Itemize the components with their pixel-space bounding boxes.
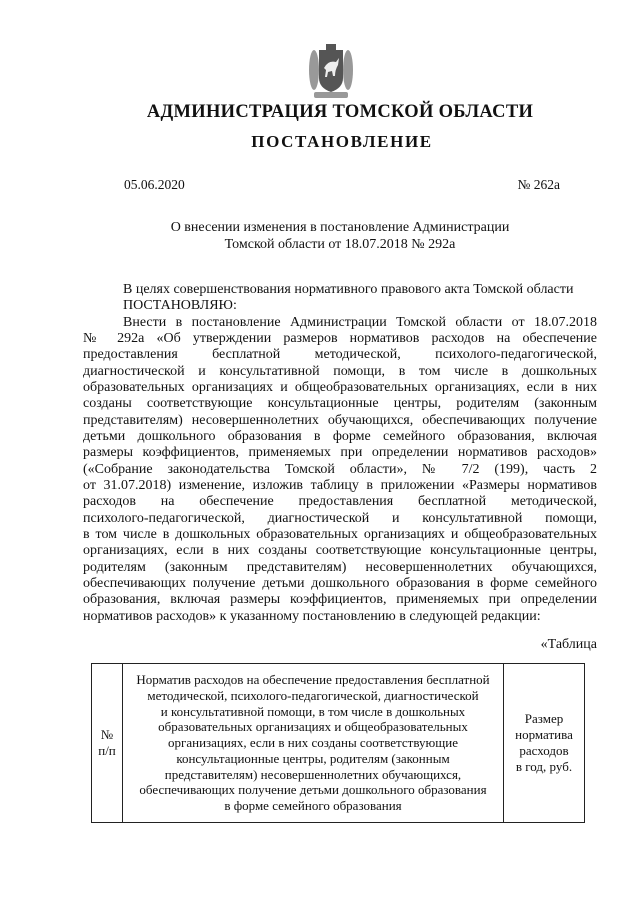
text-line: организациях, если в них созданы соответствующие консультационные центры,	[83, 543, 597, 559]
text-line: № 292а «Об утверждении размеров нормативов расходов на обеспечение	[83, 330, 597, 346]
text-line: психолого-педагогической, диагностической и консультативной помощи,	[83, 510, 597, 526]
subject-line: О внесении изменения в постановление Администрации	[170, 220, 510, 235]
document-type-title: ПОСТАНОВЛЕНИЕ	[251, 132, 433, 151]
table-label: «Таблица	[540, 637, 597, 652]
text-line: детьми дошкольного образования в форме семейного образования, включая	[83, 428, 597, 444]
text-line: расходов	[519, 743, 569, 758]
coat-of-arms-emblem	[308, 32, 354, 102]
header-line: п/п	[98, 743, 116, 758]
header-normative	[123, 664, 504, 823]
norms-table	[91, 663, 585, 823]
text-line: методической, психолого-педагогической, диагностической	[147, 687, 479, 703]
text-line: нормативов расходов» к указанному постановлению в следующей редакции:	[83, 608, 541, 624]
table-header-row	[92, 664, 585, 823]
text-line: Норматив расходов на обеспечение предоставления бесплатной	[136, 671, 490, 687]
document-body	[83, 282, 597, 625]
text-line: обеспечивающих получение детьми дошкольного образования	[139, 782, 487, 798]
text-line: представителям) несовершеннолетних обучающихся, обеспечивающих получение	[83, 412, 597, 428]
preamble: В целях совершенствования нормативного правового акта Томской области	[123, 282, 574, 297]
text-line: консультационные центры, родителям (законным	[176, 750, 450, 766]
header-number	[92, 664, 123, 823]
text-line: представителям) несовершеннолетних обучающихся,	[164, 766, 462, 782]
document-number: № 262а	[517, 177, 560, 192]
text-line: созданы соответствующие консультационные центры, родителям (законным	[83, 396, 597, 412]
text-line: образования, включая размеры коэффициентов, применяемых при определении	[83, 592, 597, 608]
text-line: в форме семейного образования	[224, 798, 402, 814]
subject-line: Томской области от 18.07.2018 № 292а	[224, 236, 456, 252]
text-line: обеспечивающих получение детьми дошкольного образования в форме семейного	[83, 575, 597, 591]
header-line: №	[100, 727, 114, 743]
text-line: организациях, если в них созданы соответствующие	[168, 735, 458, 751]
text-line: Размер	[524, 711, 564, 727]
text-line: размеры коэффициентов, применяемых при определении нормативов расходов»	[83, 445, 597, 461]
text-line: образовательных организациях и общеобразовательных организациях, если в них	[83, 379, 597, 395]
text-line: предоставления бесплатной методической, психолого-педагогической,	[83, 347, 597, 363]
text-line: образовательных организациях и общеобразовательных	[158, 719, 468, 735]
document-subject	[0, 220, 640, 253]
text-line: родителям (законным представителям) несовершеннолетних обучающихся,	[83, 559, 597, 575]
text-line: в том числе в дошкольных образовательных организациях и общеобразовательных	[83, 526, 597, 542]
resolve-word: ПОСТАНОВЛЯЮ:	[123, 298, 237, 314]
document-date: 05.06.2020	[124, 177, 185, 192]
text-line: норматива	[515, 727, 573, 743]
text-line: расходов на обеспечение предоставления бесплатной методической,	[83, 494, 597, 510]
text-line: в год, руб.	[515, 758, 573, 774]
main-paragraph	[83, 315, 597, 625]
text-line: («Собрание законодательства Томской области», № 7/2 (199), часть 2	[83, 461, 597, 477]
text-line: Внести в постановление Администрации Томской области от 18.07.2018	[123, 314, 597, 330]
text-line: диагностической и консультативной помощи, в том числе в дошкольных	[83, 363, 597, 379]
header-amount	[504, 664, 585, 823]
organization-title: АДМИНИСТРАЦИЯ ТОМСКОЙ ОБЛАСТИ	[146, 102, 534, 122]
text-line: и консультативной помощи, в том числе в дошкольных	[160, 703, 466, 719]
text-line: от 31.07.2018) изменение, изложив таблицу в приложении «Размеры нормативов	[83, 477, 597, 493]
